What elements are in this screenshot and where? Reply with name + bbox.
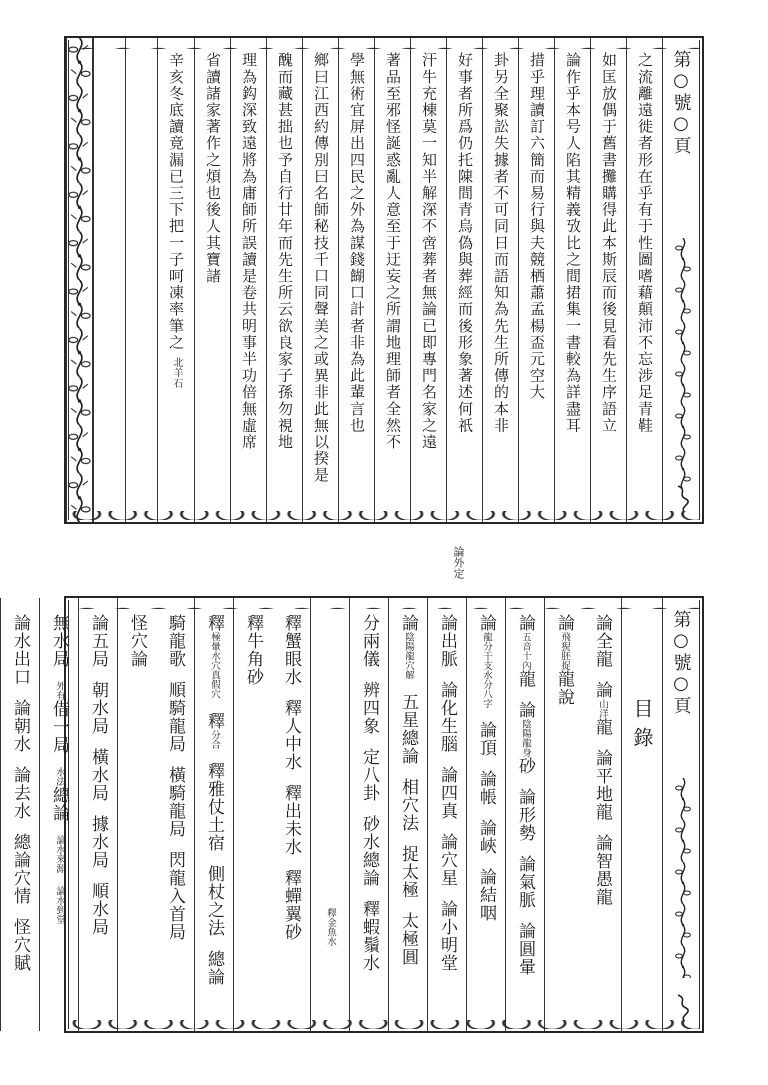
- preface-column-text: 汗牛充棟莫一知半解深不啻葬者無論已即專門名家之遠: [420, 52, 438, 451]
- toc-entry-text: 論: [476, 614, 496, 632]
- preface-column: [157, 38, 194, 522]
- floral-flourish-icon: [674, 238, 692, 488]
- toc-entry: [350, 748, 388, 802]
- toc-entry: [506, 701, 544, 775]
- preface-column: [482, 38, 518, 522]
- toc-entry-annotation: 五音十內: [520, 632, 531, 670]
- toc-entry-text: 論: [398, 614, 418, 632]
- toc-column: [39, 598, 78, 1031]
- toc-column: [0, 598, 39, 1031]
- toc-entry-annotation: 論水來源: [54, 835, 65, 873]
- floral-flourish-icon: [674, 778, 692, 978]
- toc-entry-annotation: 水法: [54, 767, 65, 786]
- toc-entry-text: 論頂: [476, 721, 496, 757]
- toc-entry-text: 砂: [515, 757, 535, 775]
- toc-entry-text: 釋出未水: [281, 784, 301, 856]
- toc-entry-text: 論化生腦: [437, 681, 457, 753]
- toc-entry-text: 釋蟹眼水: [281, 614, 301, 686]
- toc-column: [544, 598, 621, 1031]
- toc-entry: [195, 950, 233, 986]
- toc-entry: [583, 834, 621, 906]
- toc-entry: [583, 614, 621, 668]
- author-signature: 北羊石: [171, 356, 182, 389]
- bottom-squiggle-icon: [675, 993, 691, 1021]
- toc-entry-annotation: 釋金魚水: [325, 908, 336, 946]
- toc-entry: [79, 748, 117, 802]
- toc-entry: [195, 614, 233, 699]
- toc-entry: [467, 770, 505, 806]
- toc-column: [388, 598, 427, 1031]
- toc-entry: [389, 693, 427, 765]
- toc-entry: [350, 614, 388, 668]
- toc-column: [349, 598, 388, 1031]
- bottom-page-panel: [10, 596, 704, 1033]
- toc-entry: [1, 699, 39, 753]
- toc-entry: [583, 681, 621, 736]
- toc-entry-annotation: 陰陽龍身: [520, 719, 531, 757]
- page-number-margin-top: [662, 38, 702, 522]
- toc-entry-text: 論水出口: [10, 614, 30, 686]
- toc-entry-text: 釋: [204, 614, 224, 632]
- toc-entry: [350, 815, 388, 887]
- toc-entry-text: 論智愚龍: [592, 834, 612, 906]
- toc-entry-text: 論去水: [10, 766, 30, 820]
- toc-entry: [156, 851, 194, 941]
- preface-column: [230, 38, 266, 522]
- toc-entry: [506, 855, 544, 909]
- preface-column: [266, 38, 302, 522]
- toc-entry-text: 論四真: [437, 766, 457, 820]
- toc-column: [194, 598, 233, 1031]
- toc-entry-text: 論: [592, 681, 612, 699]
- toc-entry: [40, 767, 78, 822]
- preface-column: [446, 38, 482, 522]
- toc-entry: [272, 614, 310, 686]
- toc-entry-text: 論: [515, 614, 535, 632]
- bottom-squiggle-icon: [675, 484, 691, 512]
- preface-column: [410, 38, 446, 522]
- page-number-margin-bottom: [662, 598, 702, 1031]
- toc-entry-annotation: 龍分干支水分八字: [481, 632, 492, 708]
- toc-entry: [156, 681, 194, 753]
- toc-entry: [1, 614, 39, 686]
- toc-entry-text: 龍說: [554, 670, 574, 706]
- toc-entry-text: 太極圓: [398, 911, 418, 966]
- toc-entry: [40, 681, 78, 754]
- toc-entry-text: 橫水局: [88, 748, 108, 802]
- toc-entry-text: 相穴法: [398, 777, 418, 832]
- toc-entry: [1, 833, 39, 905]
- toc-entry-text: 釋雅仗土宿: [204, 761, 224, 852]
- toc-entry: [428, 614, 466, 668]
- preface-column: [554, 38, 590, 522]
- toc-entry-annotation: 分合: [209, 729, 220, 749]
- toc-entry-annotation: 外有: [54, 681, 65, 700]
- toc-entry-text: 怪穴論: [127, 614, 147, 668]
- preface-column-text: 著品至邪怪誕惑亂人意至于迂妄之所謂地理師者全然不: [384, 52, 402, 451]
- toc-entry-text: 砂水總論: [359, 815, 379, 887]
- toc-entry-text: 論平地龍: [592, 749, 612, 821]
- toc-entry: [195, 712, 233, 749]
- toc-entry-annotation: 陰陽龍穴解: [403, 632, 414, 680]
- toc-entry-text: 釋蟬翼砂: [281, 869, 301, 941]
- toc-entry: [272, 784, 310, 856]
- preface-column: [374, 38, 410, 522]
- preface-column: [338, 38, 374, 522]
- preface-column-text: 之流離遠徙者形在乎有于性圖嗜藉顛沛不忘涉足青鞋: [636, 52, 654, 434]
- toc-entry: [195, 762, 233, 852]
- toc-entry-text: 論五局: [88, 614, 108, 668]
- toc-entry-annotation: 飛猊胚捉: [559, 632, 570, 670]
- toc-entry: [389, 912, 427, 966]
- toc-column: [117, 598, 194, 1031]
- toc-entry-text: 順水局: [88, 882, 108, 936]
- toc-entry: [311, 908, 349, 946]
- toc-entry: [1, 766, 39, 820]
- toc-entry: [467, 721, 505, 757]
- toc-entry-text: 辨四象: [359, 681, 379, 735]
- preface-column-text: 如匡放偶于舊書攤購得此本斯辰而後見看先生序語立: [600, 52, 618, 434]
- preface-column-text: 醜而藏甚拙也予自行廿年而先生所云欲良家子孫勿視地: [276, 52, 294, 451]
- toc-entry-text: 無水局: [49, 614, 69, 668]
- toc-entry-text: 論帳: [476, 770, 496, 806]
- toc-entry-text: 閃龍入首局: [165, 851, 185, 941]
- toc-entry-text: 論結咽: [476, 868, 496, 922]
- preface-column-text: 學無術宜屏出四民之外為謀錢餬口計者非為此輩言也: [348, 52, 366, 434]
- toc-entry: [195, 865, 233, 937]
- toc-entry: [350, 681, 388, 735]
- page-number-label: 第○號○頁: [670, 610, 692, 716]
- toc-entry-text: 龍: [515, 670, 535, 688]
- toc-entry: [156, 766, 194, 838]
- toc-entry-text: 釋: [204, 711, 224, 730]
- toc-entry: [467, 819, 505, 855]
- toc-entry: [272, 699, 310, 771]
- toc-entry-text: 釋人中水: [281, 699, 301, 771]
- toc-entry-text: 釋蝦鬚水: [359, 900, 379, 972]
- fold-center-mark: 論外定: [452, 546, 465, 579]
- toc-entry-text: 順騎龍局: [165, 681, 185, 753]
- toc-title: 目錄: [630, 698, 654, 756]
- toc-entry-text: 總論穴情: [10, 833, 30, 905]
- preface-column-text: 措乎理讀訂六簡而易行與夫競栖蕭孟楊盃元空大: [528, 52, 546, 401]
- toc-entry: [389, 614, 427, 680]
- toc-entry-annotation: 山洋: [597, 699, 608, 718]
- toc-column: [310, 598, 349, 1031]
- toc-entry: [389, 778, 427, 832]
- toc-entry: [389, 845, 427, 899]
- toc-entry-text: 論穴星: [437, 833, 457, 887]
- toc-entry: [1, 918, 39, 972]
- preface-column-text: 辛亥冬底讀竟漏已三下把一子呵凍率筆之: [167, 52, 185, 351]
- preface-column-text: 論作乎本号人陷其精義攷比之間捃集一書較為詳盡耳: [564, 52, 582, 434]
- toc-entry: [156, 614, 194, 668]
- toc-entry-text: 釋牛角砂: [243, 614, 263, 686]
- toc-entry-text: 論小明堂: [437, 900, 457, 972]
- blank-column: [125, 38, 157, 522]
- top-page-panel: [64, 36, 704, 524]
- toc-entry: [40, 614, 78, 668]
- toc-entry: [40, 835, 78, 873]
- toc-entry: [79, 614, 117, 668]
- toc-entry: [428, 833, 466, 887]
- toc-entry-text: 論峽: [476, 819, 496, 855]
- preface-column-text: 理為鈎深致遠將為庸師所誤讀是卷共明事半功倍無虛席: [240, 52, 258, 451]
- toc-column: [427, 598, 466, 1031]
- preface-column: [518, 38, 554, 522]
- toc-entry: [79, 882, 117, 936]
- toc-column: [78, 598, 117, 1031]
- toc-title-column: [621, 598, 662, 1031]
- toc-entry-text: 總論: [204, 949, 224, 986]
- toc-entry-text: 怪穴賦: [10, 918, 30, 972]
- toc-entry: [118, 614, 156, 668]
- toc-column: [505, 598, 544, 1031]
- toc-entry-text: 朝水局: [88, 681, 108, 735]
- toc-entry-text: 論: [515, 701, 535, 719]
- floral-border-icon: [67, 38, 92, 522]
- toc-entry-text: 騎龍歌: [165, 614, 185, 668]
- toc-entry: [272, 869, 310, 941]
- toc-entry-text: 論形勢: [515, 788, 535, 842]
- toc-entry-text: 總論: [49, 786, 69, 822]
- toc-entry-text: 側杖之法: [204, 864, 224, 937]
- preface-column: [194, 38, 230, 522]
- toc-entry-text: 五星總論: [398, 692, 418, 765]
- toc-entry: [545, 614, 583, 706]
- preface-column: [590, 38, 626, 522]
- toc-entry: [79, 815, 117, 869]
- preface-column-text: 省讀諸家著作之煩也後人其寶諸: [204, 52, 222, 285]
- toc-entry-annotation: 論水到堂: [54, 886, 65, 924]
- toc-entry-text: 龍: [592, 718, 612, 736]
- floral-border-column: [66, 38, 93, 522]
- toc-entry-text: 論全龍: [592, 614, 612, 668]
- preface-column-text: 好事者所爲仍托陳間青烏偽與葬經而後形象著述何祇: [456, 52, 474, 434]
- blank-column: [93, 38, 125, 522]
- toc-entry-text: 論朝水: [10, 699, 30, 753]
- preface-column: [626, 38, 662, 522]
- toc-entry-text: 論: [554, 614, 574, 632]
- toc-entry: [583, 749, 621, 821]
- toc-entry: [40, 886, 78, 924]
- toc-entry-annotation: 極暈水穴真假穴: [209, 632, 220, 699]
- toc-column: [466, 598, 505, 1031]
- toc-entry-text: 捉太極: [398, 844, 418, 899]
- toc-entry-text: 論出脈: [437, 614, 457, 668]
- toc-entry: [506, 614, 544, 688]
- toc-entry: [350, 900, 388, 972]
- toc-entry-text: 分兩儀: [359, 614, 379, 668]
- toc-entry-text: 論氣脈: [515, 855, 535, 909]
- toc-entry-text: 據水局: [88, 815, 108, 869]
- toc-entry: [428, 900, 466, 972]
- toc-entry: [428, 681, 466, 753]
- toc-entry-text: 橫騎龍局: [165, 766, 185, 838]
- toc-entry: [79, 681, 117, 735]
- toc-entry: [467, 868, 505, 922]
- preface-column-text: 鄉曰江西約傳別曰名師秘技千口同聲美之或異非此無以揆是: [312, 52, 330, 484]
- preface-column-text: 卦另全聚訟失據者不可同日而語知為先生所傳的本非: [492, 52, 510, 434]
- toc-entry: [506, 788, 544, 842]
- preface-column: [302, 38, 338, 522]
- toc-entry: [506, 922, 544, 976]
- toc-entry: [234, 614, 272, 686]
- toc-entry-text: 論圓暈: [515, 922, 535, 976]
- page-number-label: 第○號○頁: [670, 50, 692, 156]
- toc-entry-text: 定八卦: [359, 748, 379, 802]
- toc-column: [233, 598, 310, 1031]
- toc-entry: [428, 766, 466, 820]
- toc-entry-text: 借一局: [49, 700, 69, 754]
- toc-entry: [467, 614, 505, 708]
